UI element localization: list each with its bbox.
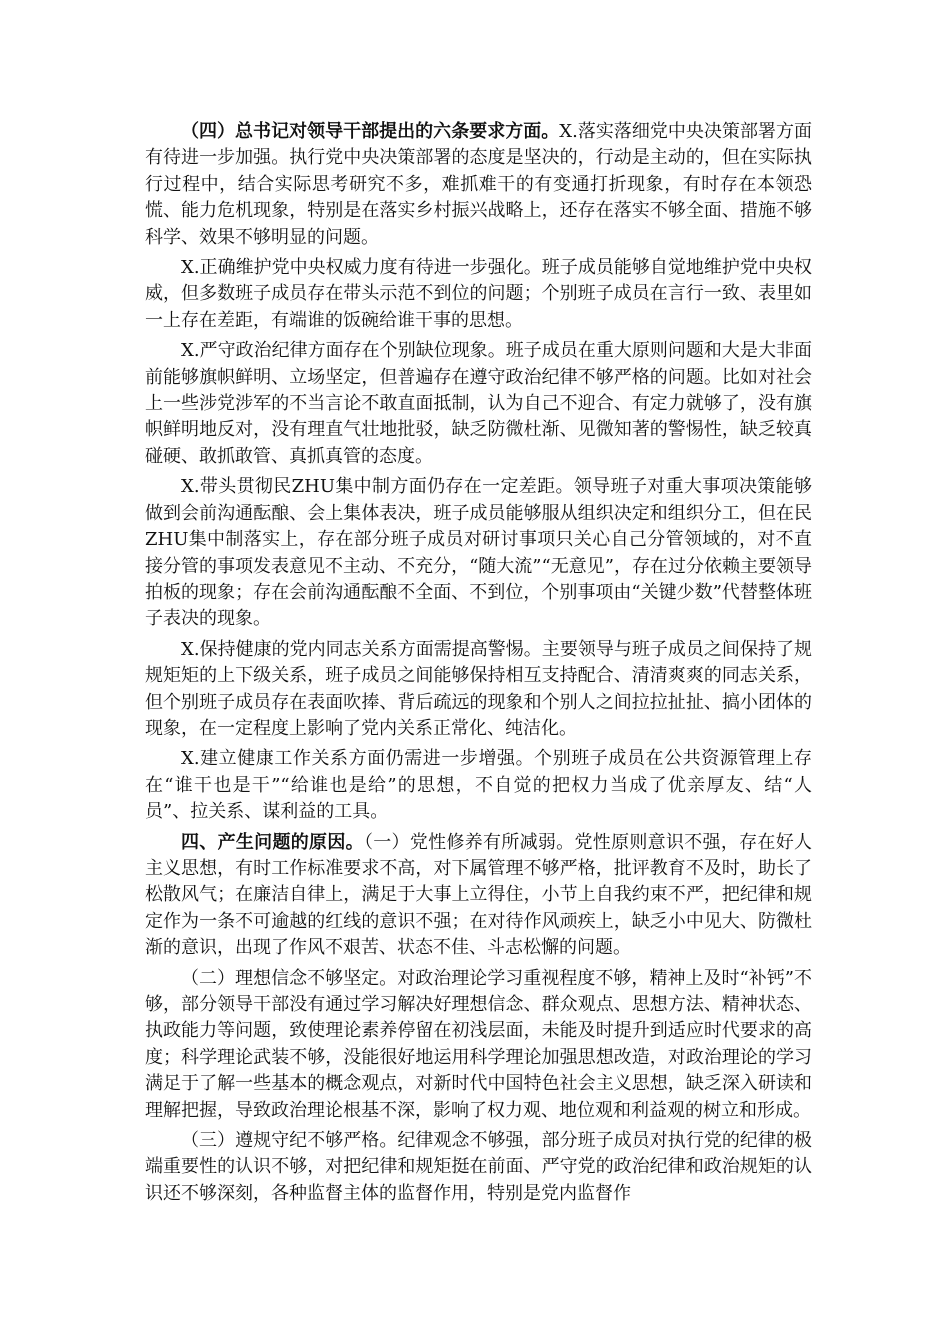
document-page — [145, 119, 812, 1211]
paragraph-text: （二）理想信念不够坚定。对政治理论学习重视程度不够，精神上及时“补钙”不够，部分领导干部没有通过学习解决好理想信念、群众观点、思想方法、精神状态、执政能力等问题，致使理论素养停留在初浅层面，未能及时提升到适应时代要求的高度；科学理论武装不够，没能很好地运用科学理论加强思想改造，对政治理论的学习满足于了解一些基本的概念观点，对新时代中国特色社会主义思想，缺乏深入研读和理解把握，导致政治理论根基不深，影响了权力观、地位观和利益观的树立和形成。 — [145, 967, 812, 1121]
section-heading-causes: 四、产生问题的原因。 — [181, 831, 364, 853]
paragraph-comrade-relations — [145, 637, 812, 743]
paragraph-political-discipline — [145, 338, 812, 470]
paragraph-text: （三）遵规守纪不够严格。纪律观念不够强，部分班子成员对执行党的纪律的极端重要性的认识不够，对把纪律和规矩挺在前面、严守党的政治纪律和政治规矩的认识还不够深刻，各种监督主体的监督作用，特别是党内监督作 — [145, 1130, 812, 1204]
paragraph-causes — [145, 830, 812, 962]
paragraph-text: X.建立健康工作关系方面仍需进一步增强。个别班子成员在公共资源管理上存在“谁干也是干”“给谁也是给”的思想，不自觉的把权力当成了优亲厚友、结“人员”、拉关系、谋利益的工具。 — [145, 748, 812, 823]
paragraph-text: X.带头贯彻民ZHU集中制方面仍存在一定差距。领导班子对重大事项决策能够做到会前沟通酝酿、会上集体表决，班子成员能够服从组织决定和组织分工，但在民ZHU集中制落实上，存在部分班子成员对研讨事项只关心自己分管领域的，对不直接分管的事项发表意见不主动、不充分，“随大流”“无意见”，存在过分依赖主要领导拍板的现象；存在会前沟通酝酿不全面、不到位，个别事项由“关键少数”代替整体班子表决的现象。 — [145, 476, 812, 630]
paragraph-text: （一）党性修养有所减弱。党性原则意识不强，存在好人主义思想，有时工作标准要求不高，对下属管理不够严格，批评教育不及时，助长了松散风气；在廉洁自律上，满足于大事上立得住，小节上自我约束不严，把纪律和规定作为一条不可逾越的红线的意识不强；在对待作风顽疾上，缺乏小中见大、防微杜渐的意识，出现了作风不艰苦、状态不佳、斗志松懈的问题。 — [145, 831, 813, 959]
paragraph-authority — [145, 255, 812, 334]
section-heading-four: （四）总书记对领导干部提出的六条要求方面。 — [181, 121, 560, 142]
paragraph-four-requirements — [145, 119, 812, 251]
paragraph-ideals — [145, 966, 812, 1124]
paragraph-text: X.严守政治纪律方面存在个别缺位现象。班子成员在重大原则问题和大是大非面前能够旗帜鲜明、立场坚定，但普遍存在遵守政治纪律不够严格的问题。比如对社会上一些涉党涉军的不当言论不敢直面抵制，认为自己不迎合、有定力就够了，没有旗帜鲜明地反对，没有理直气壮地批驳，缺乏防微杜渐、见微知著的警惕性，缺乏较真碰硬、敢抓敢管、真抓真管的态度。 — [145, 340, 812, 467]
paragraph-work-relations — [145, 746, 812, 825]
paragraph-discipline — [145, 1128, 812, 1207]
paragraph-text: X.正确维护党中央权威力度有待进一步强化。班子成员能够自觉地维护党中央权威，但多数班子成员存在带头示范不到位的问题；个别班子成员在言行一致、表里如一上存在差距，有端谁的饭碗给谁干事的思想。 — [145, 257, 812, 331]
paragraph-text: X.落实落细党中央决策部署方面有待进一步加强。执行党中央决策部署的态度是坚决的，行动是主动的，但在实际执行过程中，结合实际思考研究不多，难抓难干的有变通打折现象，有时存在本领恐慌、能力危机现象，特别是在落实乡村振兴战略上，还存在落实不够全面、措施不够科学、效果不够明显的问题。 — [145, 121, 812, 248]
paragraph-text: X.保持健康的党内同志关系方面需提高警惕。主要领导与班子成员之间保持了规规矩矩的上下级关系，班子成员之间能够保持相互支持配合、清清爽爽的同志关系，但个别班子成员存在表面吹捧、背后疏远的现象和个别人之间拉拉扯扯、搞小团体的现象，在一定程度上影响了党内关系正常化、纯洁化。 — [145, 638, 812, 739]
paragraph-democratic-centralism — [145, 474, 812, 632]
